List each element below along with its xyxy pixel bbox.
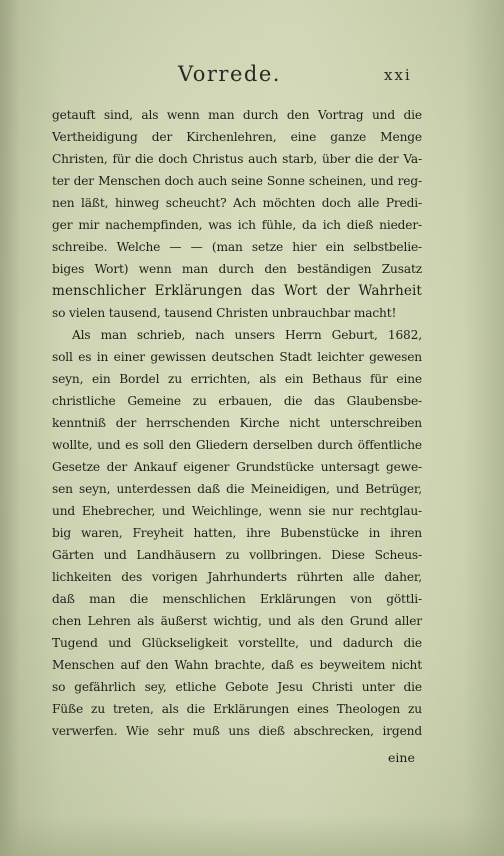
catchword: eine	[388, 750, 415, 765]
text-line: big waren, Freyheit hatten, ihre Bubenstücke in ihren	[52, 526, 422, 540]
text-line: Christen, für die doch Christus auch starb, über die der Va-	[52, 152, 422, 166]
text-line: Als man schrieb, nach unsers Herrn Geburt, 1682,	[72, 328, 422, 342]
text-line: christliche Gemeine zu erbauen, die das Glaubensbe-	[52, 394, 422, 408]
text-line: wollte, und es soll den Gliedern derselben durch öffentliche	[52, 438, 422, 452]
text-line: so vielen tausend, tausend Christen unbrauchbar macht!	[52, 306, 397, 320]
text-line: Tugend und Glückseligkeit vorstellte, und dadurch die	[52, 636, 422, 650]
text-line: nen läßt, hinweg scheucht? Ach möchten doch alle Predi-	[52, 196, 422, 210]
text-line: Vertheidigung der Kirchenlehren, eine ganze Menge	[52, 130, 422, 144]
text-line: Gesetze der Ankauf eigener Grundstücke untersagt gewe-	[52, 460, 422, 474]
text-line: ter der Menschen doch auch seine Sonne scheinen, und reg-	[52, 174, 422, 188]
text-line: verwerfen. Wie sehr muß uns dieß abschrecken, irgend	[52, 724, 422, 738]
text-line: daß man die menschlichen Erklärungen von göttli-	[52, 592, 422, 606]
text-line: menschlicher Erklärungen das Wort der Wahrheit	[52, 283, 422, 299]
text-line: sen seyn, unterdessen daß die Meineidigen, und Betrüger,	[52, 482, 422, 496]
text-line: so gefährlich sey, etliche Gebote Jesu Christi unter die	[52, 680, 422, 694]
text-line: chen Lehren als äußerst wichtig, und als den Grund aller	[52, 614, 422, 628]
text-line: biges Wort) wenn man durch den beständigen Zusatz	[52, 262, 422, 276]
running-title: Vorrede.	[178, 62, 281, 86]
page-header	[0, 62, 504, 88]
text-line: Füße zu treten, als die Erklärungen eines Theologen zu	[52, 702, 422, 716]
text-line: Gärten und Landhäusern zu vollbringen. Diese Scheus-	[52, 548, 422, 562]
text-line: ger mir nachempfinden, was ich fühle, da ich dieß nieder-	[52, 218, 422, 232]
body-text	[52, 104, 422, 742]
text-line: soll es in einer gewissen deutschen Stadt leichter gewesen	[52, 350, 422, 364]
text-line: Menschen auf den Wahn brachte, daß es beyweitem nicht	[52, 658, 422, 672]
text-line: getauft sind, als wenn man durch den Vortrag und die	[52, 108, 422, 122]
text-line: kenntniß der herrschenden Kirche nicht unterschreiben	[52, 416, 422, 430]
page-number: xxi	[384, 66, 412, 84]
text-line: schreibe. Welche — — (man setze hier ein selbstbelie-	[52, 240, 422, 254]
text-line: lichkeiten des vorigen Jahrhunderts rührten alle daher,	[52, 570, 422, 584]
text-line: seyn, ein Bordel zu errichten, als ein Bethaus für eine	[52, 372, 422, 386]
text-line: und Ehebrecher, und Weichlinge, wenn sie nur rechtglau-	[52, 504, 422, 518]
